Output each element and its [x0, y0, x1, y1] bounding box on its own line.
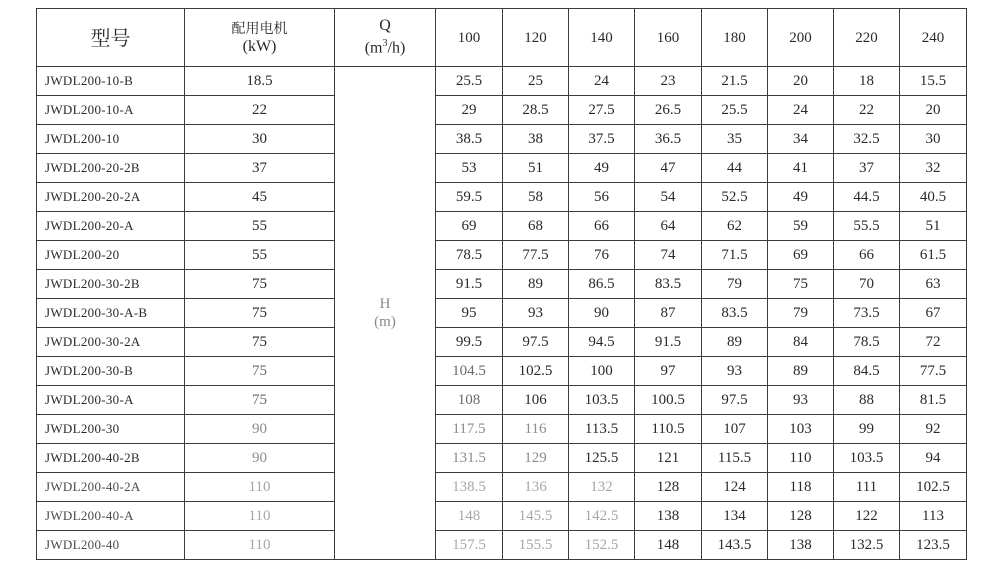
flow-header-label: Q: [379, 17, 391, 35]
head-value-cell: 61.5: [900, 241, 967, 270]
head-value-cell: 99.5: [436, 328, 503, 357]
head-value-cell: 72: [900, 328, 967, 357]
head-value-cell: 47: [635, 154, 702, 183]
power-cell: 22: [185, 96, 335, 125]
table-row: [37, 270, 967, 299]
model-cell: JWDL200-30-2B: [37, 270, 185, 299]
head-value-cell: 77.5: [900, 357, 967, 386]
flow-header-cell: 200: [768, 9, 834, 67]
flow-header-cell: 160: [635, 9, 702, 67]
head-value-cell: 18: [834, 67, 900, 96]
head-value-cell: 122: [834, 502, 900, 531]
head-value-cell: 89: [702, 328, 768, 357]
table-row: [37, 154, 967, 183]
model-cell: JWDL200-40-A: [37, 502, 185, 531]
head-value-cell: 104.5: [436, 357, 503, 386]
motor-header: [185, 9, 335, 67]
head-value-cell: 37: [834, 154, 900, 183]
table-row: [37, 502, 967, 531]
head-value-cell: 36.5: [635, 125, 702, 154]
head-value-cell: 32: [900, 154, 967, 183]
head-value-cell: 93: [503, 299, 569, 328]
table-row: [37, 328, 967, 357]
head-value-cell: 92: [900, 415, 967, 444]
head-value-cell: 113: [900, 502, 967, 531]
head-value-cell: 99: [834, 415, 900, 444]
power-cell: 110: [185, 473, 335, 502]
head-unit: (m): [374, 314, 396, 330]
head-value-cell: 124: [702, 473, 768, 502]
head-value-cell: 35: [702, 125, 768, 154]
head-value-cell: 138: [768, 531, 834, 560]
head-value-cell: 56: [569, 183, 635, 212]
head-value-cell: 22: [834, 96, 900, 125]
head-value-cell: 49: [569, 154, 635, 183]
head-value-cell: 83.5: [702, 299, 768, 328]
head-value-cell: 91.5: [635, 328, 702, 357]
flow-header-cell: 180: [702, 9, 768, 67]
head-value-cell: 142.5: [569, 502, 635, 531]
head-value-cell: 30: [900, 125, 967, 154]
head-value-cell: 40.5: [900, 183, 967, 212]
table-row: [37, 473, 967, 502]
header-row: [37, 9, 967, 67]
table-row: [37, 444, 967, 473]
head-value-cell: 69: [768, 241, 834, 270]
head-value-cell: 44: [702, 154, 768, 183]
power-cell: 30: [185, 125, 335, 154]
model-header: 型号: [37, 9, 185, 67]
head-value-cell: 26.5: [635, 96, 702, 125]
head-value-cell: 79: [702, 270, 768, 299]
model-cell: JWDL200-10-B: [37, 67, 185, 96]
head-value-cell: 67: [900, 299, 967, 328]
head-value-cell: 93: [768, 386, 834, 415]
model-cell: JWDL200-40-2B: [37, 444, 185, 473]
head-value-cell: 25.5: [436, 67, 503, 96]
head-value-cell: 25: [503, 67, 569, 96]
head-value-cell: 100.5: [635, 386, 702, 415]
head-value-cell: 116: [503, 415, 569, 444]
head-value-cell: 79: [768, 299, 834, 328]
head-value-cell: 63: [900, 270, 967, 299]
head-value-cell: 69: [436, 212, 503, 241]
head-value-cell: 152.5: [569, 531, 635, 560]
head-value-cell: 111: [834, 473, 900, 502]
model-cell: JWDL200-40: [37, 531, 185, 560]
head-value-cell: 148: [436, 502, 503, 531]
power-cell: 75: [185, 328, 335, 357]
power-cell: 75: [185, 299, 335, 328]
head-value-cell: 103.5: [834, 444, 900, 473]
head-value-cell: 23: [635, 67, 702, 96]
head-value-cell: 76: [569, 241, 635, 270]
head-value-cell: 59.5: [436, 183, 503, 212]
head-value-cell: 38.5: [436, 125, 503, 154]
head-value-cell: 83.5: [635, 270, 702, 299]
head-value-cell: 155.5: [503, 531, 569, 560]
head-value-cell: 106: [503, 386, 569, 415]
head-value-cell: 134: [702, 502, 768, 531]
head-value-cell: 73.5: [834, 299, 900, 328]
head-value-cell: 107: [702, 415, 768, 444]
model-cell: JWDL200-20-2A: [37, 183, 185, 212]
power-cell: 75: [185, 357, 335, 386]
head-value-cell: 87: [635, 299, 702, 328]
head-value-cell: 81.5: [900, 386, 967, 415]
head-value-cell: 75: [768, 270, 834, 299]
head-value-cell: 95: [436, 299, 503, 328]
head-value-cell: 24: [768, 96, 834, 125]
head-value-cell: 123.5: [900, 531, 967, 560]
head-value-cell: 29: [436, 96, 503, 125]
power-cell: 75: [185, 270, 335, 299]
table-row: [37, 125, 967, 154]
head-value-cell: 93: [702, 357, 768, 386]
head-value-cell: 138.5: [436, 473, 503, 502]
head-value-cell: 51: [900, 212, 967, 241]
flow-header-cell: 100: [436, 9, 503, 67]
head-value-cell: 88: [834, 386, 900, 415]
flow-header-cell: 240: [900, 9, 967, 67]
power-cell: 55: [185, 212, 335, 241]
power-cell: 90: [185, 444, 335, 473]
head-value-cell: 132.5: [834, 531, 900, 560]
head-value-cell: 86.5: [569, 270, 635, 299]
head-value-cell: 49: [768, 183, 834, 212]
head-value-cell: 53: [436, 154, 503, 183]
head-value-cell: 97.5: [702, 386, 768, 415]
head-value-cell: 77.5: [503, 241, 569, 270]
head-value-cell: 121: [635, 444, 702, 473]
head-value-cell: 27.5: [569, 96, 635, 125]
model-cell: JWDL200-30-A-B: [37, 299, 185, 328]
head-value-cell: 128: [768, 502, 834, 531]
model-cell: JWDL200-40-2A: [37, 473, 185, 502]
head-value-cell: 44.5: [834, 183, 900, 212]
head-label: H: [379, 296, 391, 312]
table-body: [37, 67, 967, 560]
head-value-cell: 89: [768, 357, 834, 386]
head-value-cell: 110.5: [635, 415, 702, 444]
head-value-cell: 25.5: [702, 96, 768, 125]
flow-header-cell: 220: [834, 9, 900, 67]
head-value-cell: 110: [768, 444, 834, 473]
table-row: [37, 386, 967, 415]
head-value-cell: 20: [900, 96, 967, 125]
head-value-cell: 148: [635, 531, 702, 560]
motor-header-label: 配用电机: [231, 20, 288, 37]
head-value-cell: 136: [503, 473, 569, 502]
head-value-cell: 84.5: [834, 357, 900, 386]
performance-table: [36, 8, 967, 560]
model-cell: JWDL200-20: [37, 241, 185, 270]
head-value-cell: 78.5: [436, 241, 503, 270]
head-value-cell: 131.5: [436, 444, 503, 473]
table-row: [37, 96, 967, 125]
head-value-cell: 24: [569, 67, 635, 96]
table-row: [37, 299, 967, 328]
head-value-cell: 102.5: [503, 357, 569, 386]
model-cell: JWDL200-30: [37, 415, 185, 444]
model-cell: JWDL200-30-A: [37, 386, 185, 415]
head-value-cell: 115.5: [702, 444, 768, 473]
head-value-cell: 143.5: [702, 531, 768, 560]
head-value-cell: 94.5: [569, 328, 635, 357]
head-value-cell: 78.5: [834, 328, 900, 357]
head-value-cell: 15.5: [900, 67, 967, 96]
head-value-cell: 125.5: [569, 444, 635, 473]
head-value-cell: 102.5: [900, 473, 967, 502]
head-value-cell: 64: [635, 212, 702, 241]
head-value-cell: 97: [635, 357, 702, 386]
head-value-cell: 55.5: [834, 212, 900, 241]
flow-header-cell: 140: [569, 9, 635, 67]
model-cell: JWDL200-10: [37, 125, 185, 154]
head-value-cell: 58: [503, 183, 569, 212]
power-cell: 110: [185, 502, 335, 531]
head-value-cell: 89: [503, 270, 569, 299]
head-value-cell: 157.5: [436, 531, 503, 560]
table-row: [37, 212, 967, 241]
power-cell: 37: [185, 154, 335, 183]
power-cell: 18.5: [185, 67, 335, 96]
head-value-cell: 34: [768, 125, 834, 154]
head-value-cell: 59: [768, 212, 834, 241]
head-value-cell: 132: [569, 473, 635, 502]
flow-header: [335, 9, 436, 67]
power-cell: 110: [185, 531, 335, 560]
pump-spec-sheet: [36, 8, 966, 560]
head-value-cell: 32.5: [834, 125, 900, 154]
head-value-cell: 128: [635, 473, 702, 502]
head-value-cell: 41: [768, 154, 834, 183]
head-value-cell: 51: [503, 154, 569, 183]
head-value-cell: 103: [768, 415, 834, 444]
flow-header-cell: 120: [503, 9, 569, 67]
head-value-cell: 84: [768, 328, 834, 357]
head-value-cell: 21.5: [702, 67, 768, 96]
model-cell: JWDL200-20-A: [37, 212, 185, 241]
head-value-cell: 66: [834, 241, 900, 270]
table-row: [37, 531, 967, 560]
head-value-cell: 54: [635, 183, 702, 212]
power-cell: 45: [185, 183, 335, 212]
head-value-cell: 118: [768, 473, 834, 502]
power-cell: 75: [185, 386, 335, 415]
head-value-cell: 20: [768, 67, 834, 96]
head-value-cell: 103.5: [569, 386, 635, 415]
table-row: [37, 67, 967, 96]
power-cell: 90: [185, 415, 335, 444]
head-value-cell: 52.5: [702, 183, 768, 212]
head-value-cell: 74: [635, 241, 702, 270]
head-label-cell: [335, 67, 436, 560]
head-value-cell: 66: [569, 212, 635, 241]
head-value-cell: 145.5: [503, 502, 569, 531]
head-value-cell: 129: [503, 444, 569, 473]
head-value-cell: 38: [503, 125, 569, 154]
head-value-cell: 90: [569, 299, 635, 328]
head-value-cell: 100: [569, 357, 635, 386]
head-value-cell: 91.5: [436, 270, 503, 299]
power-cell: 55: [185, 241, 335, 270]
head-value-cell: 94: [900, 444, 967, 473]
head-value-cell: 108: [436, 386, 503, 415]
head-value-cell: 70: [834, 270, 900, 299]
flow-header-unit: $(m^3/h)$: [364, 38, 406, 57]
model-cell: JWDL200-30-B: [37, 357, 185, 386]
head-value-cell: 28.5: [503, 96, 569, 125]
table-row: [37, 415, 967, 444]
motor-header-unit: (kW): [242, 37, 277, 55]
table-row: [37, 183, 967, 212]
table-row: [37, 357, 967, 386]
head-value-cell: 62: [702, 212, 768, 241]
model-cell: JWDL200-10-A: [37, 96, 185, 125]
model-cell: JWDL200-30-2A: [37, 328, 185, 357]
head-value-cell: 97.5: [503, 328, 569, 357]
head-value-cell: 113.5: [569, 415, 635, 444]
table-row: [37, 241, 967, 270]
head-value-cell: 71.5: [702, 241, 768, 270]
head-value-cell: 138: [635, 502, 702, 531]
model-cell: JWDL200-20-2B: [37, 154, 185, 183]
head-value-cell: 37.5: [569, 125, 635, 154]
head-value-cell: 68: [503, 212, 569, 241]
head-value-cell: 117.5: [436, 415, 503, 444]
